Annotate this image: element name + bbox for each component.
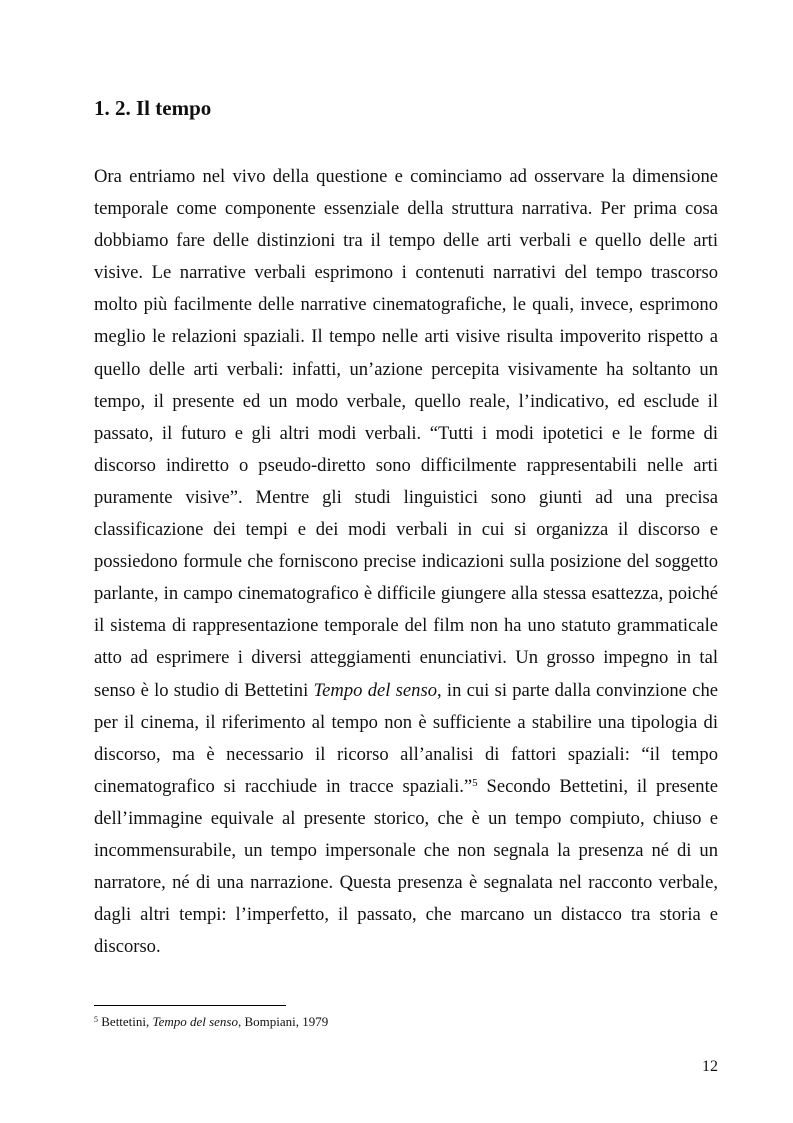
section-title: 1. 2. Il tempo <box>94 96 212 120</box>
paragraph-text-part1: Ora entriamo nel vivo della questione e cominciamo ad osservare la dimensione temporale come componente essenziale della struttura narrativa. Per prima cosa dobbiamo fare delle distinzioni tra il tempo delle arti verbali e quello delle arti visive. Le narrative verbali esprimono i contenuti narrativi del tempo trascorso molto più facilmente delle narrative cinematografiche, le quali, invece, esprimono meglio le relazioni spaziali. Il tempo nelle arti visive risulta impoverito rispetto a quello delle arti verbali: infatti, un’azione percepita visivamente ha soltanto un tempo, il presente ed un modo verbale, quello reale, l’indicativo, ed esclude il passato, il futuro e gli altri modi verbali. “Tutti i modi ipotetici e le forme di discorso indiretto o pseudo-diretto sono difficilmente rappresentabili nelle arti puramente visive”. Mentre gli studi linguistici sono giunti ad una precisa classificazione dei tempi e dei modi verbali in cui si organizza il discorso e possiedono formule che forniscono precise indicazioni sulla posizione del soggetto parlante, in campo cinematografico è difficile giungere alla stessa esattezza, poiché il sistema di rappresentazione temporale del film non ha uno statuto grammaticale atto ad esprimere i diversi atteggiamenti enunciativi. Un grosso impegno in tal senso è lo studio di Bettetini <box>94 166 718 701</box>
paragraph-text-part3: Secondo Bettetini, il presente dell’immagine equivale al presente storico, che è un tempo compiuto, chiuso e incommensurabile, un tempo impersonale che non segnala la presenza né di un narratore, né di una narrazione. Questa presenza è segnalata nel racconto verbale, dagli altri tempi: l’imperfetto, il passato, che marcano un distacco tra storia e discorso. <box>94 775 718 958</box>
footnote-title: Tempo del senso <box>152 1014 238 1029</box>
footnote-separator <box>94 1005 286 1006</box>
footnote <box>94 1014 328 1030</box>
footnote-number: 5 <box>94 1015 98 1024</box>
footnote-reference[interactable]: 5 <box>472 776 478 789</box>
footnote-publisher: , Bompiani, 1979 <box>238 1014 329 1029</box>
paragraph-text-part2: , in cui si parte dalla convinzione che per il cinema, il riferimento al tempo non è sufficiente a stabilire una tipologia di discorso, ma è necessario il ricorso all’analisi di fattori spaziali: “il tempo cinematografico si racchiude in tracce spaziali.” <box>94 679 718 797</box>
footnote-author: Bettetini, <box>98 1014 153 1029</box>
page-number: 12 <box>702 1058 718 1075</box>
book-title-italic: Tempo del senso <box>313 679 437 701</box>
body-paragraph <box>94 161 718 963</box>
